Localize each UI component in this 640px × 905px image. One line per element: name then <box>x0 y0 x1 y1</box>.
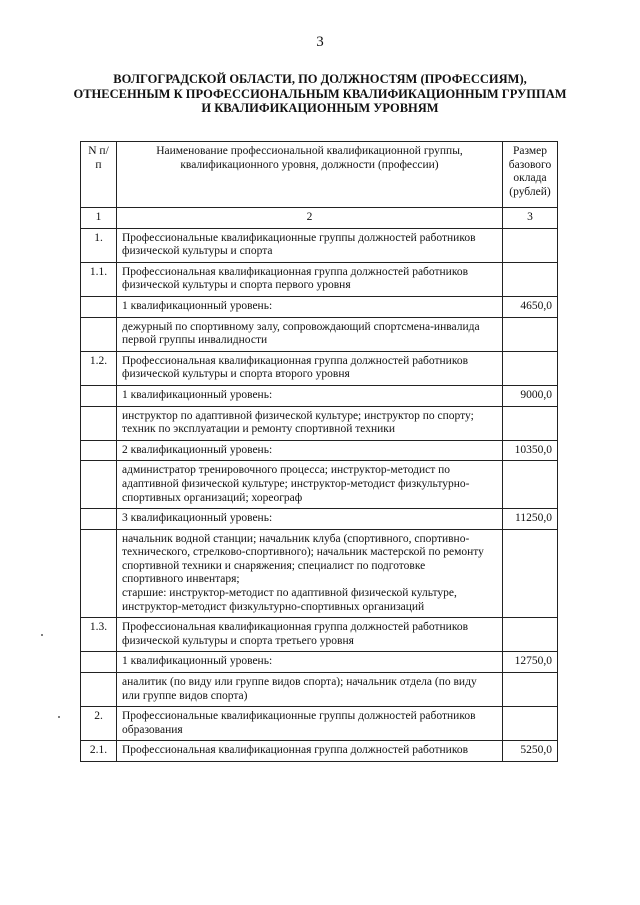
description-line: физической культуры и спорта третьего уровня <box>122 634 354 647</box>
row-number <box>81 296 117 317</box>
row-description <box>117 296 503 317</box>
header-size-line: оклада <box>513 172 547 185</box>
description-line: Профессиональные квалификационные группы должностей работников <box>122 231 476 244</box>
header-size-line: базового <box>508 158 552 171</box>
row-number <box>81 440 117 461</box>
header-base-salary <box>503 142 558 208</box>
table-row <box>81 317 558 351</box>
column-index: 1 <box>81 208 117 229</box>
table-row <box>81 673 558 707</box>
row-number <box>81 406 117 440</box>
column-index-row <box>81 208 558 229</box>
base-salary-value <box>503 529 558 618</box>
header-name-line: Наименование профессиональной квалификационной группы, <box>156 145 463 157</box>
row-number: 1.3. <box>81 618 117 652</box>
description-line: 1 квалификационный уровень: <box>122 655 273 668</box>
description-line: Профессиональная квалификационная группа должностей работников <box>122 744 469 757</box>
table-row <box>81 351 558 385</box>
table-row <box>81 406 558 440</box>
table-row <box>81 529 558 618</box>
column-index: 3 <box>503 208 558 229</box>
base-salary-value: 4650,0 <box>503 296 558 317</box>
row-description <box>117 262 503 296</box>
table-row <box>81 296 558 317</box>
table-header-row <box>81 142 558 208</box>
salary-table <box>80 141 558 762</box>
description-line: 3 квалификационный уровень: <box>122 512 273 525</box>
header-size-line: (рублей) <box>509 185 551 198</box>
base-salary-value: 10350,0 <box>503 440 558 461</box>
table-row <box>81 385 558 406</box>
description-line: 2 квалификационный уровень: <box>122 443 273 456</box>
table-row <box>81 707 558 741</box>
description-line: инструктор-методист физкультурно-спортивных организаций <box>122 600 425 613</box>
header-size-line: Размер <box>512 145 547 157</box>
row-description <box>117 461 503 509</box>
description-line: Профессиональные квалификационные группы должностей работников <box>122 710 476 723</box>
description-line: или группе видов спорта) <box>122 689 248 702</box>
row-description <box>117 385 503 406</box>
row-description <box>117 618 503 652</box>
description-line: образования <box>122 723 183 736</box>
row-number: 2. <box>81 707 117 741</box>
base-salary-value: 12750,0 <box>503 652 558 673</box>
base-salary-value <box>503 317 558 351</box>
description-line: техник по эксплуатации и ремонту спортивной техники <box>122 423 396 436</box>
base-salary-value: 9000,0 <box>503 385 558 406</box>
description-line: технического, стрелково-спортивного); начальник мастерской по ремонту <box>122 546 484 559</box>
table-row <box>81 440 558 461</box>
description-line: 1 квалификационный уровень: <box>122 299 273 312</box>
row-description <box>117 741 503 762</box>
description-line: Профессиональная квалификационная группа должностей работников <box>122 354 469 367</box>
scan-speck <box>58 716 60 718</box>
heading-line: ОТНЕСЕННЫМ К ПРОФЕССИОНАЛЬНЫМ КВАЛИФИКАЦИОННЫМ ГРУППАМ <box>73 86 567 101</box>
description-line: дежурный по спортивному залу, сопровождающий спортсмена-инвалида <box>122 320 480 333</box>
scan-speck <box>41 634 43 636</box>
table-row <box>81 262 558 296</box>
description-line: Профессиональная квалификационная группа должностей работников <box>122 621 469 634</box>
document-heading <box>60 72 580 116</box>
row-description <box>117 228 503 262</box>
table-row <box>81 228 558 262</box>
row-number <box>81 385 117 406</box>
base-salary-value: 11250,0 <box>503 509 558 530</box>
description-line: первой группы инвалидности <box>122 334 268 347</box>
row-number: 1. <box>81 228 117 262</box>
table-row <box>81 618 558 652</box>
description-line: спортивного инвентаря; <box>122 573 240 586</box>
description-line: администратор тренировочного процесса; инструктор-методист по <box>122 464 451 477</box>
row-number <box>81 652 117 673</box>
heading-line: И КВАЛИФИКАЦИОННЫМ УРОВНЯМ <box>201 101 439 115</box>
description-line: 1 квалификационный уровень: <box>122 388 273 401</box>
base-salary-value <box>503 262 558 296</box>
description-line: инструктор по адаптивной физической культуре; инструктор по спорту; <box>122 409 474 422</box>
description-line: физической культуры и спорта второго уровня <box>122 368 350 381</box>
description-line: Профессиональная квалификационная группа должностей работников <box>122 265 469 278</box>
table-row <box>81 461 558 509</box>
row-number <box>81 461 117 509</box>
row-number <box>81 673 117 707</box>
row-description <box>117 440 503 461</box>
base-salary-value <box>503 406 558 440</box>
table-row <box>81 509 558 530</box>
row-number <box>81 317 117 351</box>
base-salary-value <box>503 351 558 385</box>
row-number: 1.1. <box>81 262 117 296</box>
base-salary-value: 5250,0 <box>503 741 558 762</box>
table-row <box>81 741 558 762</box>
base-salary-value <box>503 461 558 509</box>
description-line: физической культуры и спорта первого уровня <box>122 279 351 292</box>
row-description <box>117 406 503 440</box>
row-number <box>81 529 117 618</box>
row-description <box>117 673 503 707</box>
base-salary-value <box>503 673 558 707</box>
row-description <box>117 509 503 530</box>
base-salary-value <box>503 707 558 741</box>
row-description <box>117 317 503 351</box>
row-description <box>117 707 503 741</box>
header-name <box>117 142 503 208</box>
base-salary-value <box>503 618 558 652</box>
row-description <box>117 529 503 618</box>
heading-line: ВОЛГОГРАДСКОЙ ОБЛАСТИ, ПО ДОЛЖНОСТЯМ (ПРОФЕССИЯМ), <box>113 72 527 86</box>
description-line: спортивных организаций; хореограф <box>122 491 303 504</box>
description-line: спортивной техники и снаряжения; специалист по подготовке <box>122 559 426 572</box>
description-line: аналитик (по виду или группе видов спорта); начальник отдела (по виду <box>122 676 477 689</box>
row-description <box>117 652 503 673</box>
page-number: 3 <box>316 34 324 50</box>
description-line: физической культуры и спорта <box>122 245 273 258</box>
row-description <box>117 351 503 385</box>
column-index: 2 <box>117 208 503 229</box>
description-line: адаптивной физической культуре; инструктор-методист физкультурно- <box>122 477 470 490</box>
description-line: начальник водной станции; начальник клуба (спортивного, спортивно- <box>122 532 470 545</box>
header-number: N п/п <box>81 142 117 208</box>
table-row <box>81 652 558 673</box>
row-number: 1.2. <box>81 351 117 385</box>
base-salary-value <box>503 228 558 262</box>
header-name-line: квалификационного уровня, должности (профессии) <box>180 158 439 171</box>
description-line: старшие: инструктор-методист по адаптивной физической культуре, <box>122 587 457 600</box>
row-number: 2.1. <box>81 741 117 762</box>
row-number <box>81 509 117 530</box>
